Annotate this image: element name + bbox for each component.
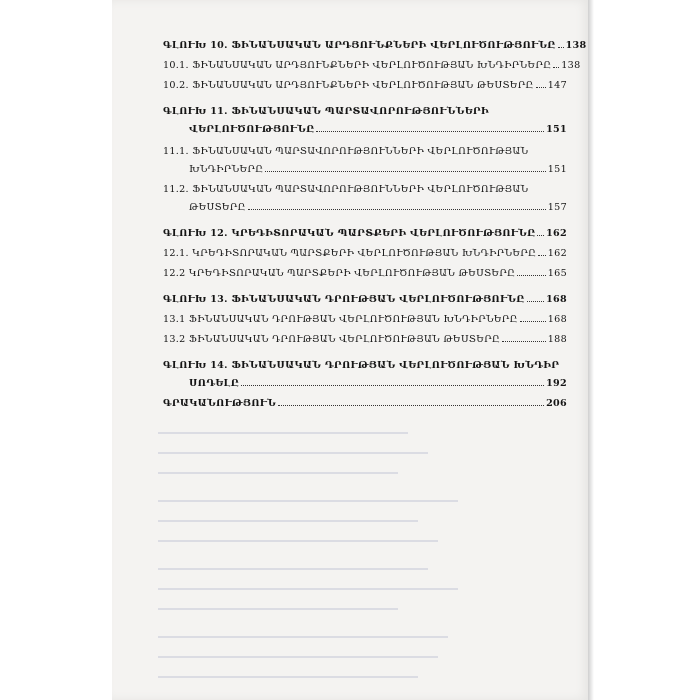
toc-entry-title: ԳԼՈՒԽ 10. ՖԻՆԱՆՍԱԿԱՆ ԱՐԴՅՈՒՆՔՆԵՐԻ ՎԵՐԼՈՒԾՈՒԹՅՈՒՆԸ	[163, 40, 556, 51]
dot-leader	[502, 341, 546, 342]
toc-entry-chapter-11-line1	[163, 106, 567, 117]
toc-entry-page: 157	[547, 202, 567, 213]
toc-entry-page: 206	[546, 398, 567, 409]
toc-entry-chapter-14-line1	[163, 360, 567, 371]
toc-entry-title-continued: ՎԵՐԼՈՒԾՈՒԹՅՈՒՆԸ	[189, 124, 315, 135]
toc-entry-page: 168	[547, 314, 567, 325]
toc-entry-10-1	[163, 60, 581, 71]
dot-leader	[553, 67, 559, 68]
toc-entry-page: 151	[546, 124, 567, 135]
toc-entry-page: 162	[546, 228, 567, 239]
dot-leader	[538, 255, 546, 256]
dot-leader	[536, 87, 546, 88]
toc-entry-page: 168	[546, 294, 567, 305]
toc-entry-title: 13.1 ՖԻՆԱՆՍԱԿԱՆ ԴՐՈՒԹՅԱՆ ՎԵՐԼՈՒԾՈՒԹՅԱՆ ԽՆԴԻՐՆԵՐԸ	[163, 314, 518, 325]
toc-entry-page: 147	[547, 80, 567, 91]
toc-entry-page: 138	[561, 60, 581, 71]
toc-entry-page: 165	[547, 268, 567, 279]
toc-entry-chapter-12	[163, 228, 567, 239]
toc-entry-11-1-line1	[163, 146, 567, 157]
toc-entry-title: 10.1. ՖԻՆԱՆՍԱԿԱՆ ԱՐԴՅՈՒՆՔՆԵՐԻ ՎԵՐԼՈՒԾՈՒԹՅԱՆ ԽՆԴԻՐՆԵՐԸ	[163, 60, 552, 71]
toc-entry-title: ԳԼՈՒԽ 12. ԿՐԵԴԻՏՈՐԱԿԱՆ ՊԱՐՏՔԵՐԻ ՎԵՐԼՈՒԾՈՒԹՅՈՒՆԸ	[163, 228, 536, 239]
dot-leader	[558, 47, 564, 48]
toc-entry-title: 11.2. ՖԻՆԱՆՍԱԿԱՆ ՊԱՐՏԱՎՈՐՈՒԹՅՈՒՆՆԵՐԻ ՎԵՐԼՈՒԾՈՒԹՅԱՆ	[163, 184, 529, 195]
toc-entry-page: 188	[547, 334, 567, 345]
toc-entry-12-1	[163, 248, 567, 259]
toc-entry-title: 12.1. ԿՐԵԴԻՏՈՐԱԿԱՆ ՊԱՐՏՔԵՐԻ ՎԵՐԼՈՒԾՈՒԹՅԱՆ ԽՆԴԻՐՆԵՐԸ	[163, 248, 537, 259]
dot-leader	[517, 275, 546, 276]
dot-leader	[278, 405, 544, 406]
toc-entry-title: ԳՐԱԿԱՆՈՒԹՅՈՒՆ	[163, 398, 277, 409]
toc-entry-11-2-line2	[163, 202, 567, 213]
toc-entry-page: 162	[547, 248, 567, 259]
toc-entry-title-continued: ԽՆԴԻՐՆԵՐԸ	[189, 164, 264, 175]
toc-entry-page: 192	[546, 378, 567, 389]
dot-leader	[316, 131, 544, 132]
dot-leader	[248, 209, 546, 210]
dot-leader	[520, 321, 546, 322]
toc-entry-13-1	[163, 314, 567, 325]
toc-entry-chapter-13	[163, 294, 567, 305]
toc-entry-title-continued: ՍՈԴԵԼԸ	[189, 378, 240, 389]
toc-entry-chapter-10	[163, 40, 587, 51]
toc-entry-11-2-line1	[163, 184, 567, 195]
book-page	[112, 0, 590, 700]
toc-entry-title-continued: ԹԵՍՏԵՐԸ	[189, 202, 246, 213]
toc-entry-page: 151	[547, 164, 567, 175]
dot-leader	[537, 235, 544, 236]
toc-entry-12-2	[163, 268, 567, 279]
toc-entry-11-1-line2	[163, 164, 567, 175]
dot-leader	[265, 171, 545, 172]
dot-leader	[241, 385, 544, 386]
toc-entry-title: 12.2 ԿՐԵԴԻՏՈՐԱԿԱՆ ՊԱՐՏՔԵՐԻ ՎԵՐԼՈՒԾՈՒԹՅԱՆ ԹԵՍՏԵՐԸ	[163, 268, 516, 279]
dot-leader	[527, 301, 545, 302]
page-edge	[588, 0, 594, 700]
toc-entry-title: ԳԼՈՒԽ 14. ՖԻՆԱՆՍԱԿԱՆ ԴՐՈՒԹՅԱՆ ՎԵՐԼՈՒԾՈՒԹՅԱՆ ԽՆԴԻՐ	[163, 360, 560, 371]
toc-entry-title: ԳԼՈՒԽ 13. ՖԻՆԱՆՍԱԿԱՆ ԴՐՈՒԹՅԱՆ ՎԵՐԼՈՒԾՈՒԹՅՈՒՆԸ	[163, 294, 525, 305]
toc-entry-chapter-11-line2	[163, 124, 567, 135]
toc-entry-bibliography	[163, 398, 567, 409]
toc-entry-chapter-14-line2	[163, 378, 567, 389]
toc-entry-10-2	[163, 80, 567, 91]
toc-entry-page: 138	[565, 40, 587, 51]
toc-entry-title: 11.1. ՖԻՆԱՆՍԱԿԱՆ ՊԱՐՏԱՎՈՐՈՒԹՅՈՒՆՆԵՐԻ ՎԵՐԼՈՒԾՈՒԹՅԱՆ	[163, 146, 529, 157]
toc-entry-title: 13.2 ՖԻՆԱՆՍԱԿԱՆ ԴՐՈՒԹՅԱՆ ՎԵՐԼՈՒԾՈՒԹՅԱՆ ԹԵՍՏԵՐԸ	[163, 334, 501, 345]
toc-entry-title: ԳԼՈՒԽ 11. ՖԻՆԱՆՍԱԿԱՆ ՊԱՐՏԱՎՈՐՈՒԹՅՈՒՆՆԵՐԻ	[163, 106, 489, 117]
toc-entry-13-2	[163, 334, 567, 345]
toc-entry-title: 10.2. ՖԻՆԱՆՍԱԿԱՆ ԱՐԴՅՈՒՆՔՆԵՐԻ ՎԵՐԼՈՒԾՈՒԹՅԱՆ ԹԵՍՏԵՐԸ	[163, 80, 534, 91]
